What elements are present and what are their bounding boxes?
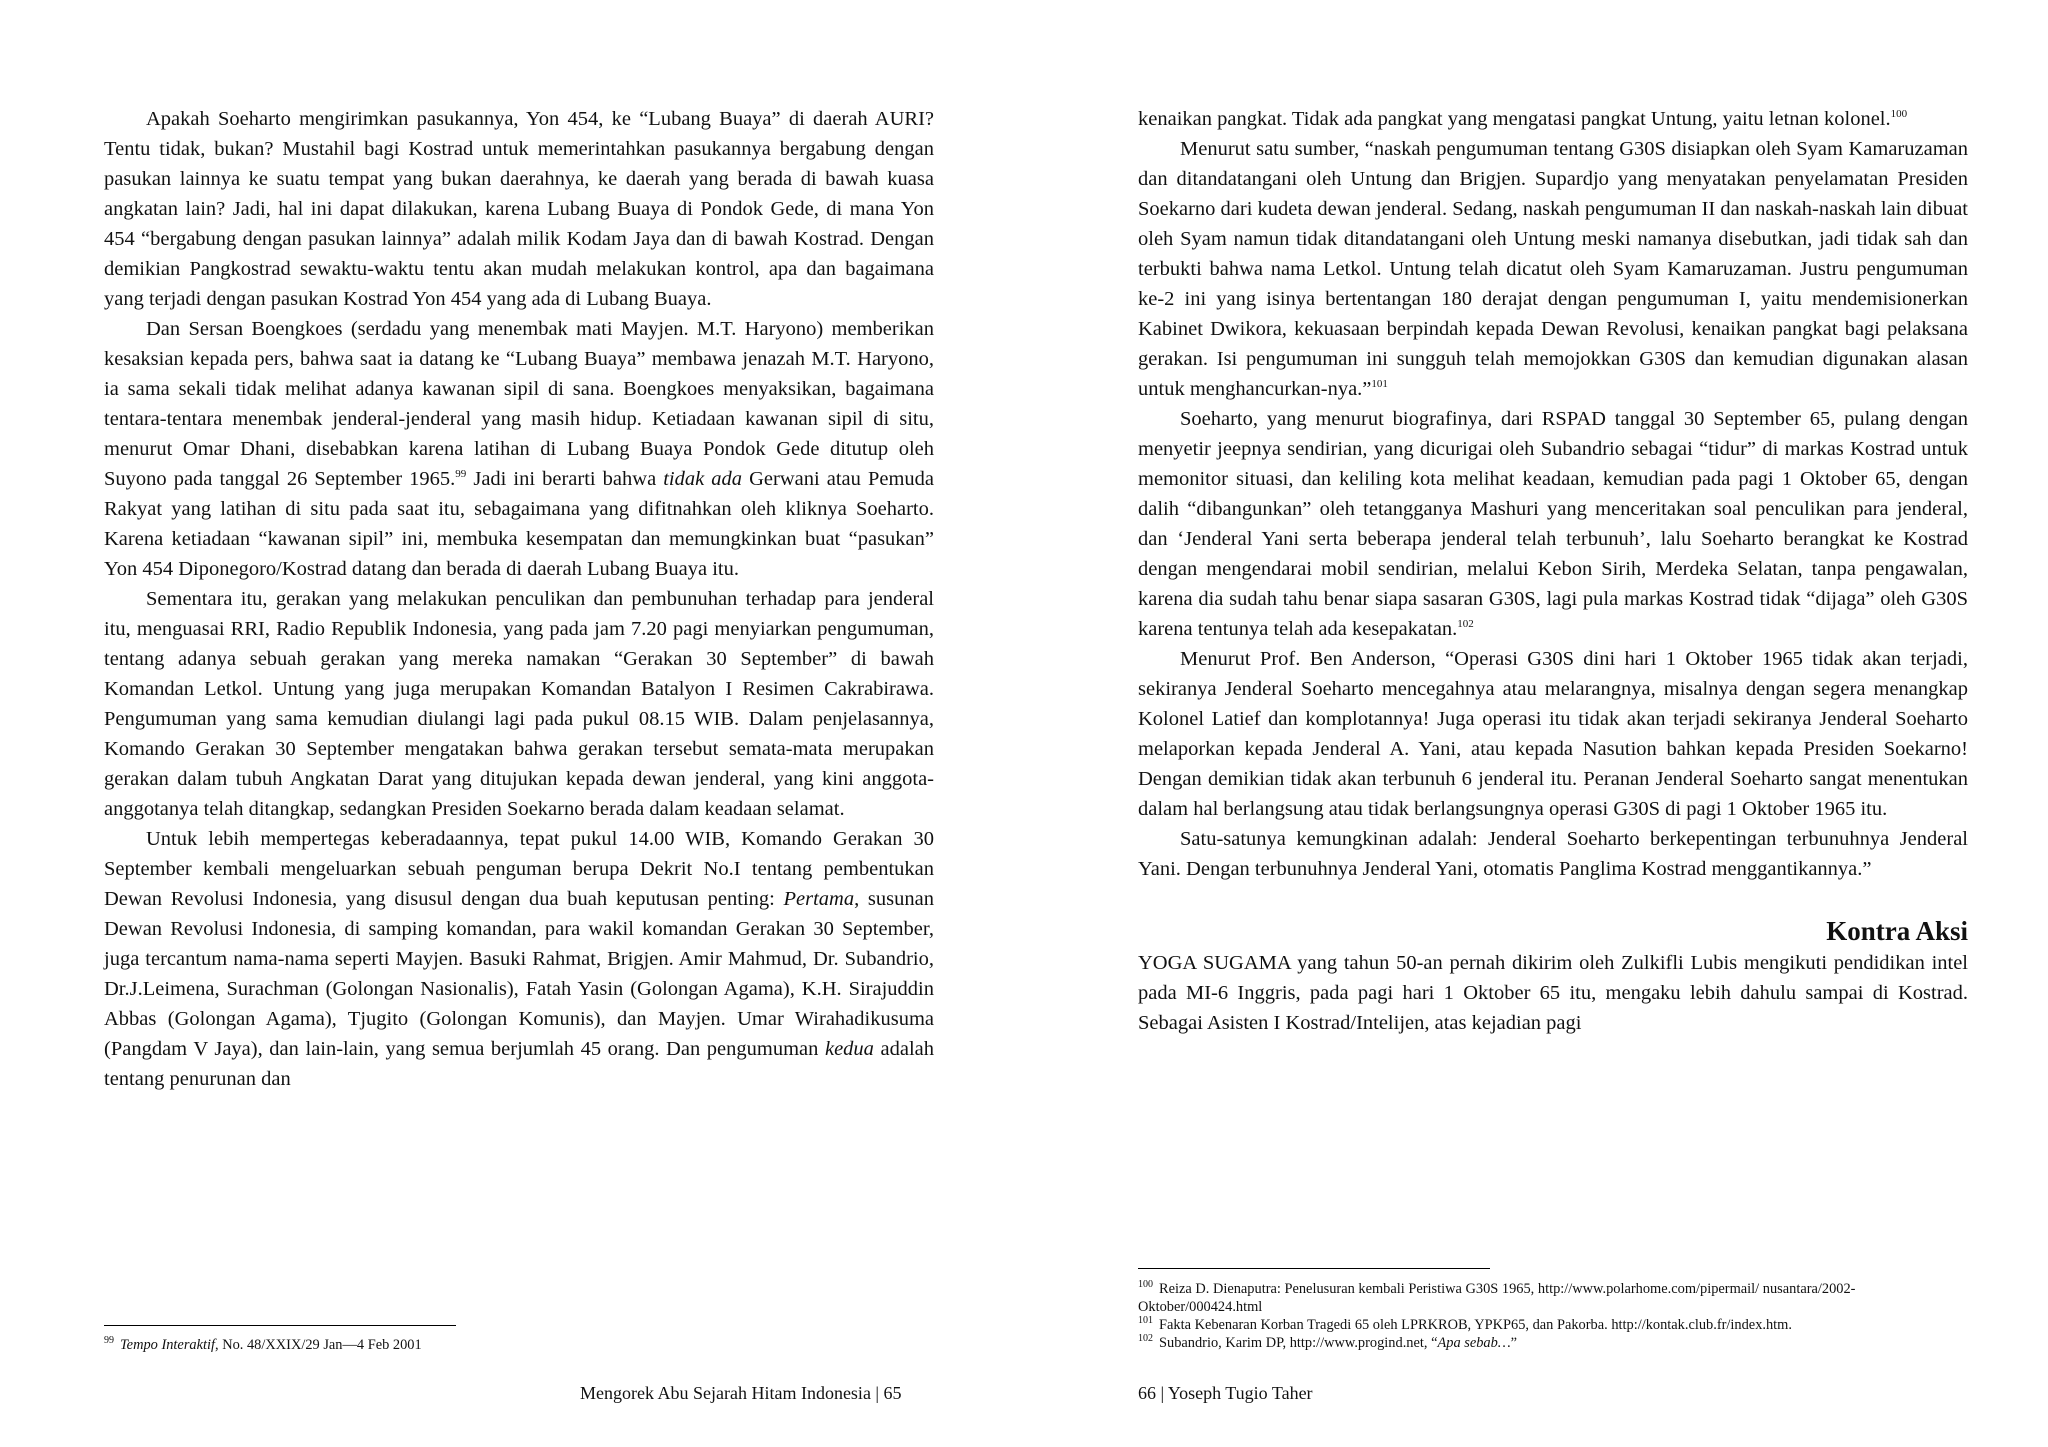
left-footnote-separator xyxy=(104,1325,456,1326)
footnote-marker: 100 xyxy=(1138,1279,1153,1291)
italic-text: tidak ada xyxy=(663,468,743,490)
right-page-body xyxy=(1138,104,1968,1038)
section-paragraph: YOGA SUGAMA yang tahun 50-an pernah dikirim oleh Zulkifli Lubis mengikuti pendidikan intel pada MI-6 Inggris, pada pagi hari 1 Oktober 65 itu, mengaku lebih dahulu sampai di Kostrad. Sebagai Asisten I Kostrad/Intelijen, atas kejadian pagi xyxy=(1138,952,1968,1034)
right-running-footer: 66 | Yoseph Tugio Taher xyxy=(1138,1383,1313,1403)
italic-text: kedua xyxy=(824,1038,874,1060)
footnote-marker: 99 xyxy=(455,468,467,481)
footnote-marker: 99 xyxy=(104,1335,114,1347)
right-footnotes xyxy=(1138,1280,1968,1352)
left-paragraph-1: Apakah Soeharto mengirimkan pasukannya, Yon 454, ke “Lubang Buaya” di daerah AURI? Tentu tidak, bukan? Mustahil bagi Kostrad untuk memerintahkan pasukannya bergabung dengan pasukan lainnya ke suatu tempat yang bukan daerahnya, ke daerah yang berada di bawah kuasa angkatan lain? Jadi, hal ini dapat dilakukan, karena Lubang Buaya di Pondok Gede, di mana Yon 454 “bergabung dengan pasukan lainnya” adalah milik Kodam Jaya dan di bawah Kostrad. Dengan demikian Pangkostrad sewaktu-waktu tentu akan mudah melakukan kontrol, apa dan bagaimana yang terjadi dengan pasukan Kostrad Yon 454 yang ada di Lubang Buaya. xyxy=(104,108,934,310)
left-paragraph-4: Untuk lebih mempertegas keberadaannya, tepat pukul 14.00 WIB, Komando Gerakan 30 September kembali mengeluarkan sebuah penguman berupa Dekrit No.I tentang pembentukan Dewan Revolusi Indonesia, yang disusul dengan dua buah keputusan penting: Pertama, susunan Dewan Revolusi Indonesia, di samping komandan, para wakil komandan Gerakan 30 September, juga tercantum nama-nama seperti Mayjen. Basuki Rahmat, Brigjen. Amir Mahmud, Dr. Subandrio, Dr.J.Leimena, Surachman (Golongan Nasionalis), Fatah Yasin (Golongan Agama), K.H. Sirajuddin Abbas (Golongan Agama), Tjugito (Golongan Komunis), dan Mayjen. Umar Wirahadikusuma (Pangdam V Jaya), dan lain-lain, yang semua berjumlah 45 orang. Dan pengumuman kedua adalah tentang penurunan dan xyxy=(104,828,934,1090)
left-running-footer: Mengorek Abu Sejarah Hitam Indonesia | 65 xyxy=(580,1383,902,1403)
section-heading: Kontra Aksi xyxy=(1826,916,1968,946)
right-paragraph-5: Satu-satunya kemungkinan adalah: Jenderal Soeharto berkepentingan terbunuhnya Jenderal Yani. Dengan terbunuhnya Jenderal Yani, otomatis Panglima Kostrad menggantikannya.” xyxy=(1138,828,1968,880)
right-paragraph-2: Menurut satu sumber, “naskah pengumuman tentang G30S disiapkan oleh Syam Kamaruzaman dan ditandatangani oleh Untung dan Brigjen. Supardjo yang menyatakan penyelamatan Presiden Soekarno dari kudeta dewan jenderal. Sedang, naskah pengumuman II dan naskah-naskah lain dibuat oleh Syam namun tidak ditandatangani oleh Untung meski namanya disebutkan, jadi tidak sah dan terbukti bahwa nama Letkol. Untung telah dicatut oleh Syam Kamaruzaman. Justru pengumuman ke-2 ini yang isinya bertentangan 180 derajat dengan pengumuman I, yaitu mendemisionerkan Kabinet Dwikora, kekuasaan berpindah kepada Dewan Revolusi, kenaikan pangkat bagi pelaksana gerakan. Isi pengumuman ini sungguh telah memojokkan G30S dan kemudian digunakan alasan untuk menghancurkan-nya.”$^{101}$ xyxy=(1138,138,1968,400)
footnote-marker: 102 xyxy=(1457,618,1474,631)
left-paragraph-2: Dan Sersan Boengkoes (serdadu yang menembak mati Mayjen. M.T. Haryono) memberikan kesaksian kepada pers, bahwa saat ia datang ke “Lubang Buaya” membawa jenazah M.T. Haryono, ia sama sekali tidak melihat adanya kawanan sipil di sana. Boengkoes menyaksikan, bagaimana tentara-tentara menembak jenderal-jenderal yang masih hidup. Ketiadaan kawanan sipil di situ, menurut Omar Dhani, disebabkan karena latihan di Lubang Buaya Pondok Gede ditutup oleh Suyono pada tanggal 26 September 1965.99 Jadi ini berarti bahwa tidak ada Gerwani atau Pemuda Rakyat yang latihan di situ pada saat itu, sebagaimana yang difitnahkan oleh kliknya Soeharto. Karena ketiadaan “kawanan sipil” ini, membuka kesempatan dan memungkinkan buat “pasukan” Yon 454 Diponegoro/Kostrad datang dan berada di daerah Lubang Buaya itu. xyxy=(104,318,934,580)
footnote-100: $^{100}$ Reiza D. Dienaputra: Penelusuran kembali Peristiwa G30S 1965, http://www.polarhome.com/pipermail/ nusantara/2002-Oktober/000424.html xyxy=(1138,1279,1856,1315)
footnote-102: $^{102}$ Subandrio, Karim DP, http://www.progind.net, “Apa sebab…” xyxy=(1138,1333,1518,1351)
right-paragraph-1: kenaikan pangkat. Tidak ada pangkat yang mengatasi pangkat Untung, yaitu letnan kolonel.$^{100}$ xyxy=(1138,108,1908,130)
left-footnotes xyxy=(104,1336,934,1354)
left-page-body xyxy=(104,104,934,1094)
footnote-marker: 101 xyxy=(1371,378,1388,391)
italic-text: Tempo Interaktif xyxy=(120,1337,215,1353)
footnote-marker: 101 xyxy=(1138,1315,1153,1327)
right-footnote-separator xyxy=(1138,1268,1490,1269)
footnote-99: $^{99}$ Tempo Interaktif, No. 48/XXIX/29 Jan—4 Feb 2001 xyxy=(104,1335,422,1353)
left-paragraph-3: Sementara itu, gerakan yang melakukan penculikan dan pembunuhan terhadap para jenderal itu, menguasai RRI, Radio Republik Indonesia, yang pada jam 7.20 pagi menyiarkan pengumuman, tentang adanya sebuah gerakan yang mereka namakan “Gerakan 30 September” di bawah Komandan Letkol. Untung yang juga merupakan Komandan Batalyon I Resimen Cakrabirawa. Pengumuman yang sama kemudian diulangi lagi pada pukul 08.15 WIB. Dalam penjelasannya, Komando Gerakan 30 September mengatakan bahwa gerakan tersebut semata-mata merupakan gerakan dalam tubuh Angkatan Darat yang ditujukan kepada dewan jenderal, yang kini anggota-anggotanya telah ditangkap, sedangkan Presiden Soekarno berada dalam keadaan selamat. xyxy=(104,588,934,820)
right-paragraph-3: Soeharto, yang menurut biografinya, dari RSPAD tanggal 30 September 65, pulang dengan menyetir jeepnya sendirian, yang dicurigai oleh Subandrio sebagai “tidur” di markas Kostrad untuk memonitor situasi, dan keliling kota melihat keadaan, kemudian pada pagi 1 Oktober 65, dengan dalih “dibangunkan” oleh tetangganya Mashuri yang menceritakan soal penculikan para jenderal, dan ‘Jenderal Yani serta beberapa jenderal telah terbunuh’, lalu Soeharto berangkat ke Kostrad dengan mengendarai mobil sendirian, melalui Kebon Sirih, Merdeka Selatan, tanpa pengawalan, karena dia sudah tahu benar siapa sasaran G30S, lagi pula markas Kostrad tidak “dijaga” oleh G30S karena tentunya telah ada kesepakatan.$^{102}$ xyxy=(1138,408,1968,640)
right-paragraph-4: Menurut Prof. Ben Anderson, “Operasi G30S dini hari 1 Oktober 1965 tidak akan terjadi, sekiranya Jenderal Soeharto mencegahnya atau melarangnya, misalnya dengan segera menangkap Kolonel Latief dan komplotannya! Juga operasi itu tidak akan terjadi sekiranya Jenderal Soeharto melaporkan kepada Jenderal A. Yani, atau kepada Nasution bahkan kepada Presiden Soekarno! Dengan demikian tidak akan terbunuh 6 jenderal itu. Peranan Jenderal Soeharto sangat menentukan dalam hal berlangsung atau tidak berlangsungnya operasi G30S di pagi 1 Oktober 1965 itu. xyxy=(1138,648,1968,820)
italic-text: Apa sebab… xyxy=(1437,1335,1511,1351)
footnote-marker: 102 xyxy=(1138,1333,1153,1345)
footnote-101: $^{101}$ Fakta Kebenaran Korban Tragedi 65 oleh LPRKROB, YPKP65, dan Pakorba. http://kontak.club.fr/index.htm. xyxy=(1138,1315,1792,1333)
italic-text: Pertama xyxy=(783,888,855,910)
footnote-marker: 100 xyxy=(1890,108,1908,121)
